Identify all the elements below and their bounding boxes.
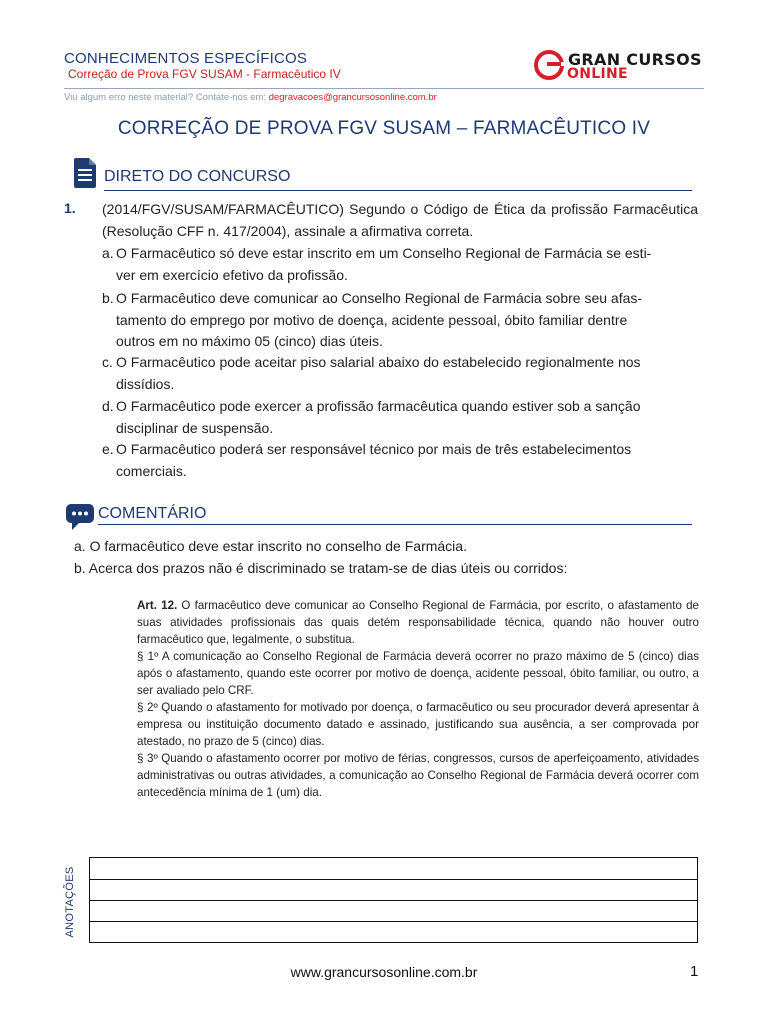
option-letter: a. (102, 245, 114, 261)
logo-g-bar (547, 62, 561, 66)
annotations-box[interactable] (89, 857, 698, 943)
option-text: O Farmacêutico poderá ser responsável técnico por mais de três estabelecimentos (116, 441, 632, 457)
header-title: CONHECIMENTOS ESPECÍFICOS (64, 50, 308, 67)
option-letter: e. (102, 441, 114, 457)
option-letter: d. (102, 398, 114, 414)
option-a (102, 243, 698, 286)
section-heading-direto: DIRETO DO CONCURSO (104, 168, 291, 185)
section-divider (104, 190, 692, 191)
contact-prefix: Viu algum erro neste material? Contate-nos em: (64, 92, 269, 103)
document-icon (74, 158, 96, 188)
option-text-cont: ver em exercício efetivo da profissão. (116, 266, 348, 283)
logo-text-top: GRAN CURSOS (568, 50, 702, 69)
section-divider (98, 524, 692, 525)
paragraph-2: § 2º Quando o afastamento for motivado por doença, o farmacêutico ou seu procurador deverá apresentar à empresa ou instituição documento datado e assinado, justificando sua ausência, a ser comprovada por atestado, no prazo de 5 (cinco) dias. (137, 701, 699, 748)
page-title: CORREÇÃO DE PROVA FGV SUSAM – FARMACÊUTICO IV (117, 118, 651, 139)
option-text: O Farmacêutico deve comunicar ao Conselho Regional de Farmácia sobre seu afas- (116, 290, 643, 306)
annotations-label (50, 862, 90, 942)
option-text: O Farmacêutico só deve estar inscrito em um Conselho Regional de Farmácia se esti- (116, 245, 652, 261)
option-d (102, 396, 698, 439)
option-text-cont: tamento do emprego por motivo de doença, acidente pessoal, óbito familiar dentre (116, 311, 628, 328)
annotation-line (90, 879, 697, 880)
logo-text-bottom: ONLINE (567, 66, 628, 82)
option-text: O Farmacêutico pode exercer a profissão farmacêutica quando estiver sob a sanção (116, 398, 641, 414)
option-text-cont: disciplinar de suspensão. (116, 419, 274, 436)
header-subtitle: Correção de Prova FGV SUSAM - Farmacêutico IV (68, 67, 341, 81)
option-letter: c. (102, 354, 113, 370)
question-number: 1. (64, 200, 76, 216)
page-number: 1 (690, 963, 699, 980)
article-text: O farmacêutico deve comunicar ao Conselho Regional de Farmácia, por escrito, o afastamento de suas atividades profissionais das quais detém responsabilidade técnica, quando não houver outro farmacêutico que, legalmente, o substitua. (137, 599, 699, 646)
paragraph-3: § 3º Quando o afastamento ocorrer por motivo de férias, congressos, cursos de aperfeiçoamento, atividades administrativas ou outras atividades, a comunicação ao Conselho Regional de Farmácia deverá ocorrer com antecedência mínima de 1 (um) dia. (137, 752, 699, 799)
law-quote (137, 597, 699, 801)
comment-line: b. Acerca dos prazos não é discriminado se tratam-se de dias úteis ou corridos: (74, 560, 568, 576)
contact-email-link[interactable]: degravacoes@grancursosonline.com.br (268, 92, 437, 103)
question-text: (2014/FGV/SUSAM/FARMACÊUTICO) Segundo o Código de Ética da profissão Farmacêutica (Resolução CFF n. 417/2004), assinale a afirmativa correta. (102, 201, 698, 239)
header-contact (64, 92, 437, 103)
annotation-line (90, 921, 697, 922)
comment-line: a. O farmacêutico deve estar inscrito no conselho de Farmácia. (74, 538, 467, 554)
chat-bubble-icon (66, 504, 94, 530)
option-text-cont: outros em no máximo 05 (cinco) dias úteis. (116, 333, 383, 349)
annotations-label-text: ANOTAÇÕES (64, 866, 76, 938)
paragraph-1: § 1º A comunicação ao Conselho Regional de Farmácia deverá ocorrer no prazo máximo de 5 (cinco) dias após o afastamento, quando este ocorrer por motivo de doença, acidente pessoal, óbito familiar, ou outro, a ser avaliado pelo CRF. (137, 650, 699, 697)
header-divider (64, 88, 704, 89)
option-b (102, 288, 698, 353)
option-text: O Farmacêutico pode aceitar piso salarial abaixo do estabelecido regionalmente nos (116, 354, 641, 370)
gran-cursos-logo (534, 48, 704, 84)
option-letter: b. (102, 290, 114, 306)
option-c (102, 352, 698, 395)
option-text-cont: comerciais. (116, 462, 187, 479)
option-e (102, 439, 698, 482)
option-text-cont: dissídios. (116, 375, 175, 392)
section-heading-comentario: COMENTÁRIO (98, 505, 207, 522)
article-label: Art. 12. (137, 599, 178, 612)
footer-url[interactable]: www.grancursosonline.com.br (290, 964, 478, 980)
annotation-line (90, 900, 697, 901)
